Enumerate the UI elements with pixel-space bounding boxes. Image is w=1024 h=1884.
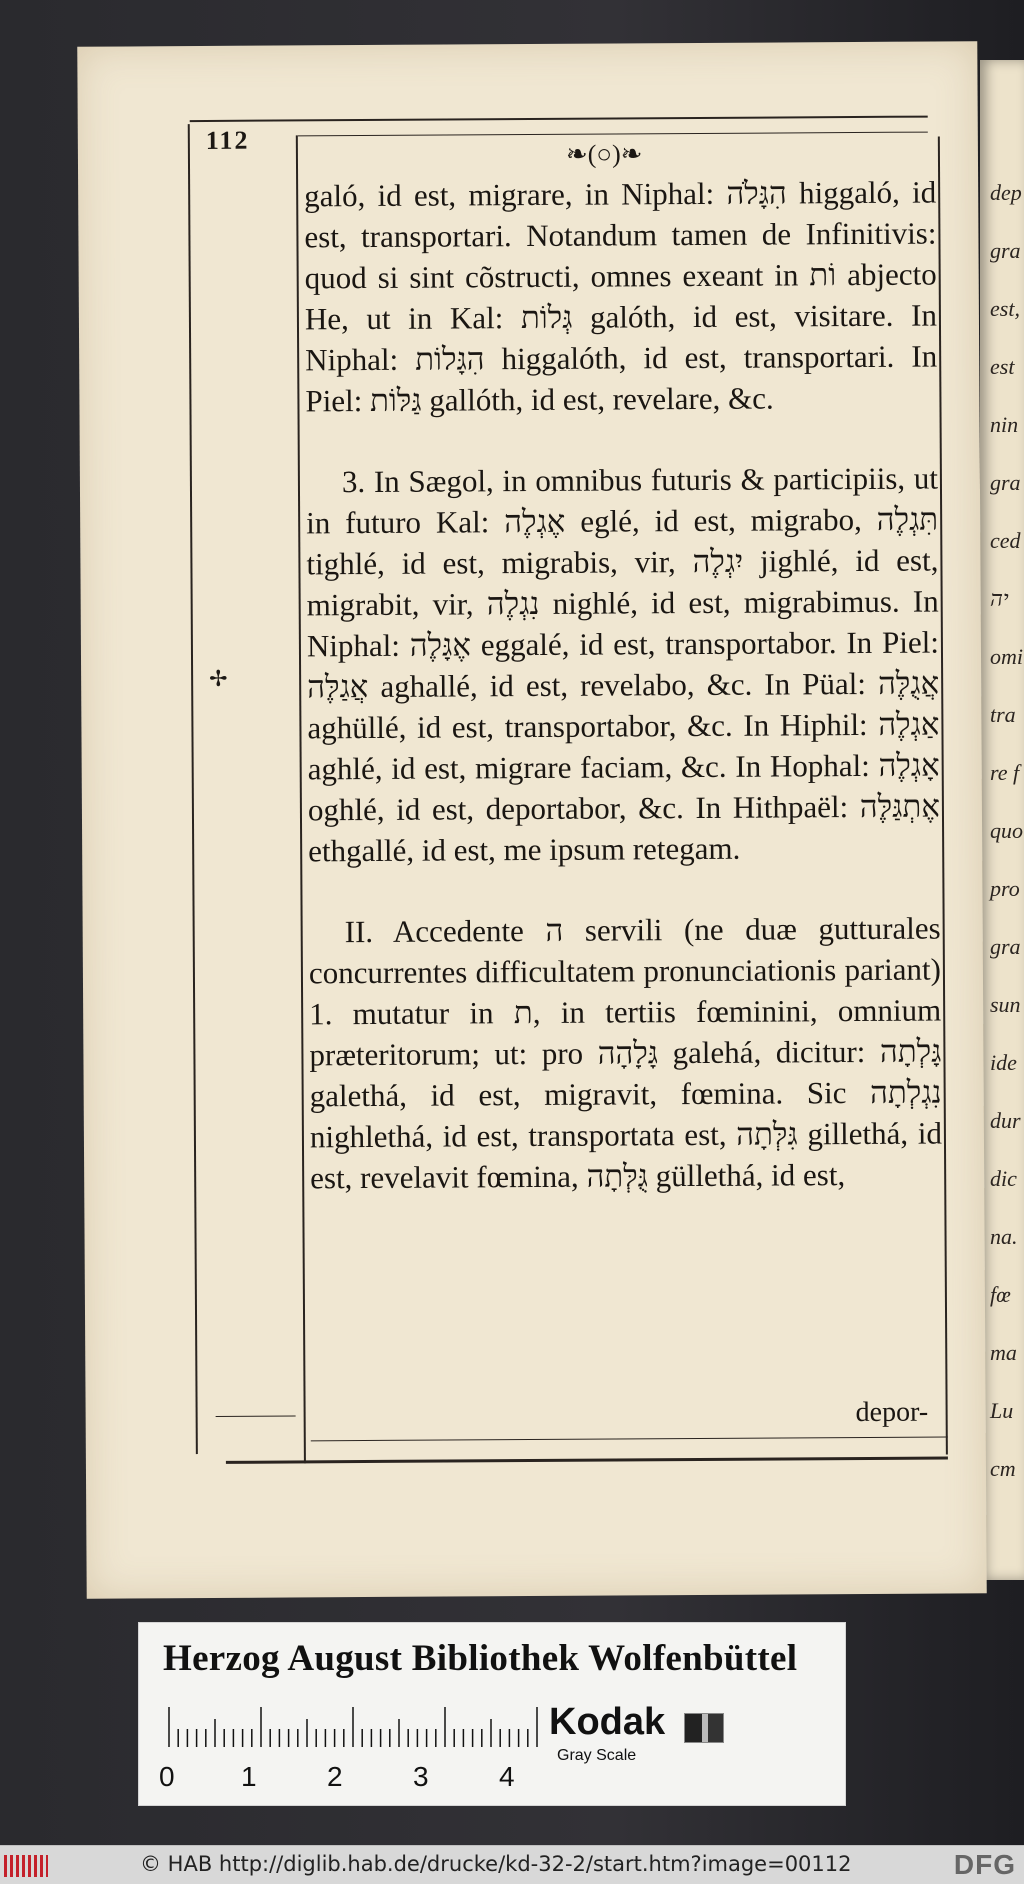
frame-rule-top <box>190 116 928 123</box>
adjacent-page-fragment: dep <box>990 180 1022 205</box>
ruler-numbers <box>159 1761 599 1797</box>
color-target-card <box>138 1622 846 1806</box>
ruler-number: 3 <box>413 1761 429 1792</box>
adjacent-page-fragment: יה <box>990 586 1009 611</box>
margin-rule <box>216 1415 296 1416</box>
adjacent-page-fragment: nin <box>990 412 1019 437</box>
ruler-number: 0 <box>159 1761 175 1792</box>
adjacent-page-fragment: re f <box>990 760 1020 785</box>
book-page <box>77 41 986 1598</box>
adjacent-page-fragment: gra <box>990 470 1021 495</box>
adjacent-page-fragment: gra <box>990 238 1021 263</box>
paragraph: II. Accedente ה servili (ne duæ gutturales concurrentes difficultatem pronunciationis pariant) 1. mutatur in ת, in tertiis fœminini, omnium præteritorum; ut: pro גָּלָהָה galehá, dicitur: גָּלְתָה galethá, id est, migravit, fœmina. Sic נִגְלְתָה nighlethá, id est, transportata est, גִּלְּתָה gillethá, id est, revelavit fœmina, גֻּלְּתָה güllethá, id est, <box>308 910 943 1196</box>
ruler-number: 2 <box>327 1761 343 1792</box>
margin-mark: ✢ <box>209 665 228 691</box>
adjacent-page-fragment: pro <box>990 876 1020 901</box>
adjacent-page-fragment: quo <box>990 818 1023 843</box>
frame-rule-left <box>188 124 198 1454</box>
adjacent-page-fragment: est, <box>990 296 1020 321</box>
adjacent-page-fragment: tra <box>990 702 1016 727</box>
adjacent-page-fragment: ma <box>990 1340 1017 1365</box>
page-number: 112 <box>205 125 250 155</box>
frame-rule-bottom <box>226 1456 948 1463</box>
head-ornament: ❧(○)❧ <box>565 139 643 169</box>
frame-rule-bottom-inner <box>311 1436 948 1441</box>
adjacent-page-fragment: ide <box>990 1050 1017 1075</box>
page-text <box>304 172 942 1199</box>
adjacent-page-fragment: na. <box>990 1224 1018 1249</box>
frame-rule-top-inner <box>298 132 928 137</box>
paragraph: 3. In Sægol, in omnibus futuris & participiis, ut in futuro Kal: אֶגְלֶה eglé, id est, migrabo, תִּגְלֶה tighlé, id est, migrabis, vir, יִגְלֶה jighlé, id est, migrabit, vir, נִגְלֶה nighlé, id est, migrabimus. In Niphal: אֶגָּלֶה eggalé, id est, transportabor. In Piel: אֲגַלֶּה aghallé, id est, revelabo, &c. In Püal: אֲגֻלֶּה aghüllé, id est, transportabor, &c. In Hiphil: אַגְלֶה aghlé, id est, migrare faciam, &c. In Hophal: אָגְלֶה oghlé, id est, deportabor, &c. In Hithpaël: אֶתְגַּלֶּה ethgallé, id est, me ipsum retegam. <box>306 460 941 869</box>
library-logo-icon <box>4 1855 48 1877</box>
adjacent-page-fragment: cm <box>990 1456 1016 1481</box>
adjacent-page-fragment: sun <box>990 992 1021 1017</box>
footer-copyright-link[interactable]: © HAB http://diglib.hab.de/drucke/kd-32-2/start.htm?image=00112 <box>140 1852 852 1876</box>
adjacent-page-fragment: dic <box>990 1166 1017 1191</box>
ruler-scale <box>165 1707 565 1747</box>
adjacent-page-fragment: ced <box>990 528 1021 553</box>
adjacent-page-fragment: gra <box>990 934 1021 959</box>
ruler-number: 4 <box>499 1761 515 1792</box>
adjacent-page-fragment: est <box>990 354 1015 379</box>
dfg-logo: DFG <box>953 1849 1016 1880</box>
catchword: depor- <box>855 1396 929 1429</box>
adjacent-page-fragment: dur <box>990 1108 1021 1133</box>
adjacent-page-edge <box>980 60 1024 1580</box>
adjacent-page-fragment: fœ <box>990 1282 1011 1307</box>
footer-bar <box>0 1845 1024 1884</box>
adjacent-page-fragment: omi <box>990 644 1023 669</box>
adjacent-page-fragment: Lu <box>990 1398 1014 1423</box>
kodak-logo: Kodak <box>549 1701 666 1743</box>
gray-scale-label: Gray Scale <box>557 1747 637 1764</box>
ruler-number: 1 <box>241 1761 257 1792</box>
target-title: Herzog August Bibliothek Wolfenbüttel <box>163 1638 798 1679</box>
paragraph: galó, id est, migrare, in Niphal: הִגָּלֹה higgaló, id est, transportari. Notandum tamen de Infinitivis: quod si sint cõstructi, omnes exeant in וֹת abjecto He, ut in Kal: גְּלוֹת galóth, id est, visitare. In Niphal: הִגָּלוֹת higgalóth, id est, transportari. In Piel: גַּלּוֹת gallóth, id est, revelare, &c. <box>304 174 938 419</box>
gray-swatch <box>684 1713 724 1743</box>
